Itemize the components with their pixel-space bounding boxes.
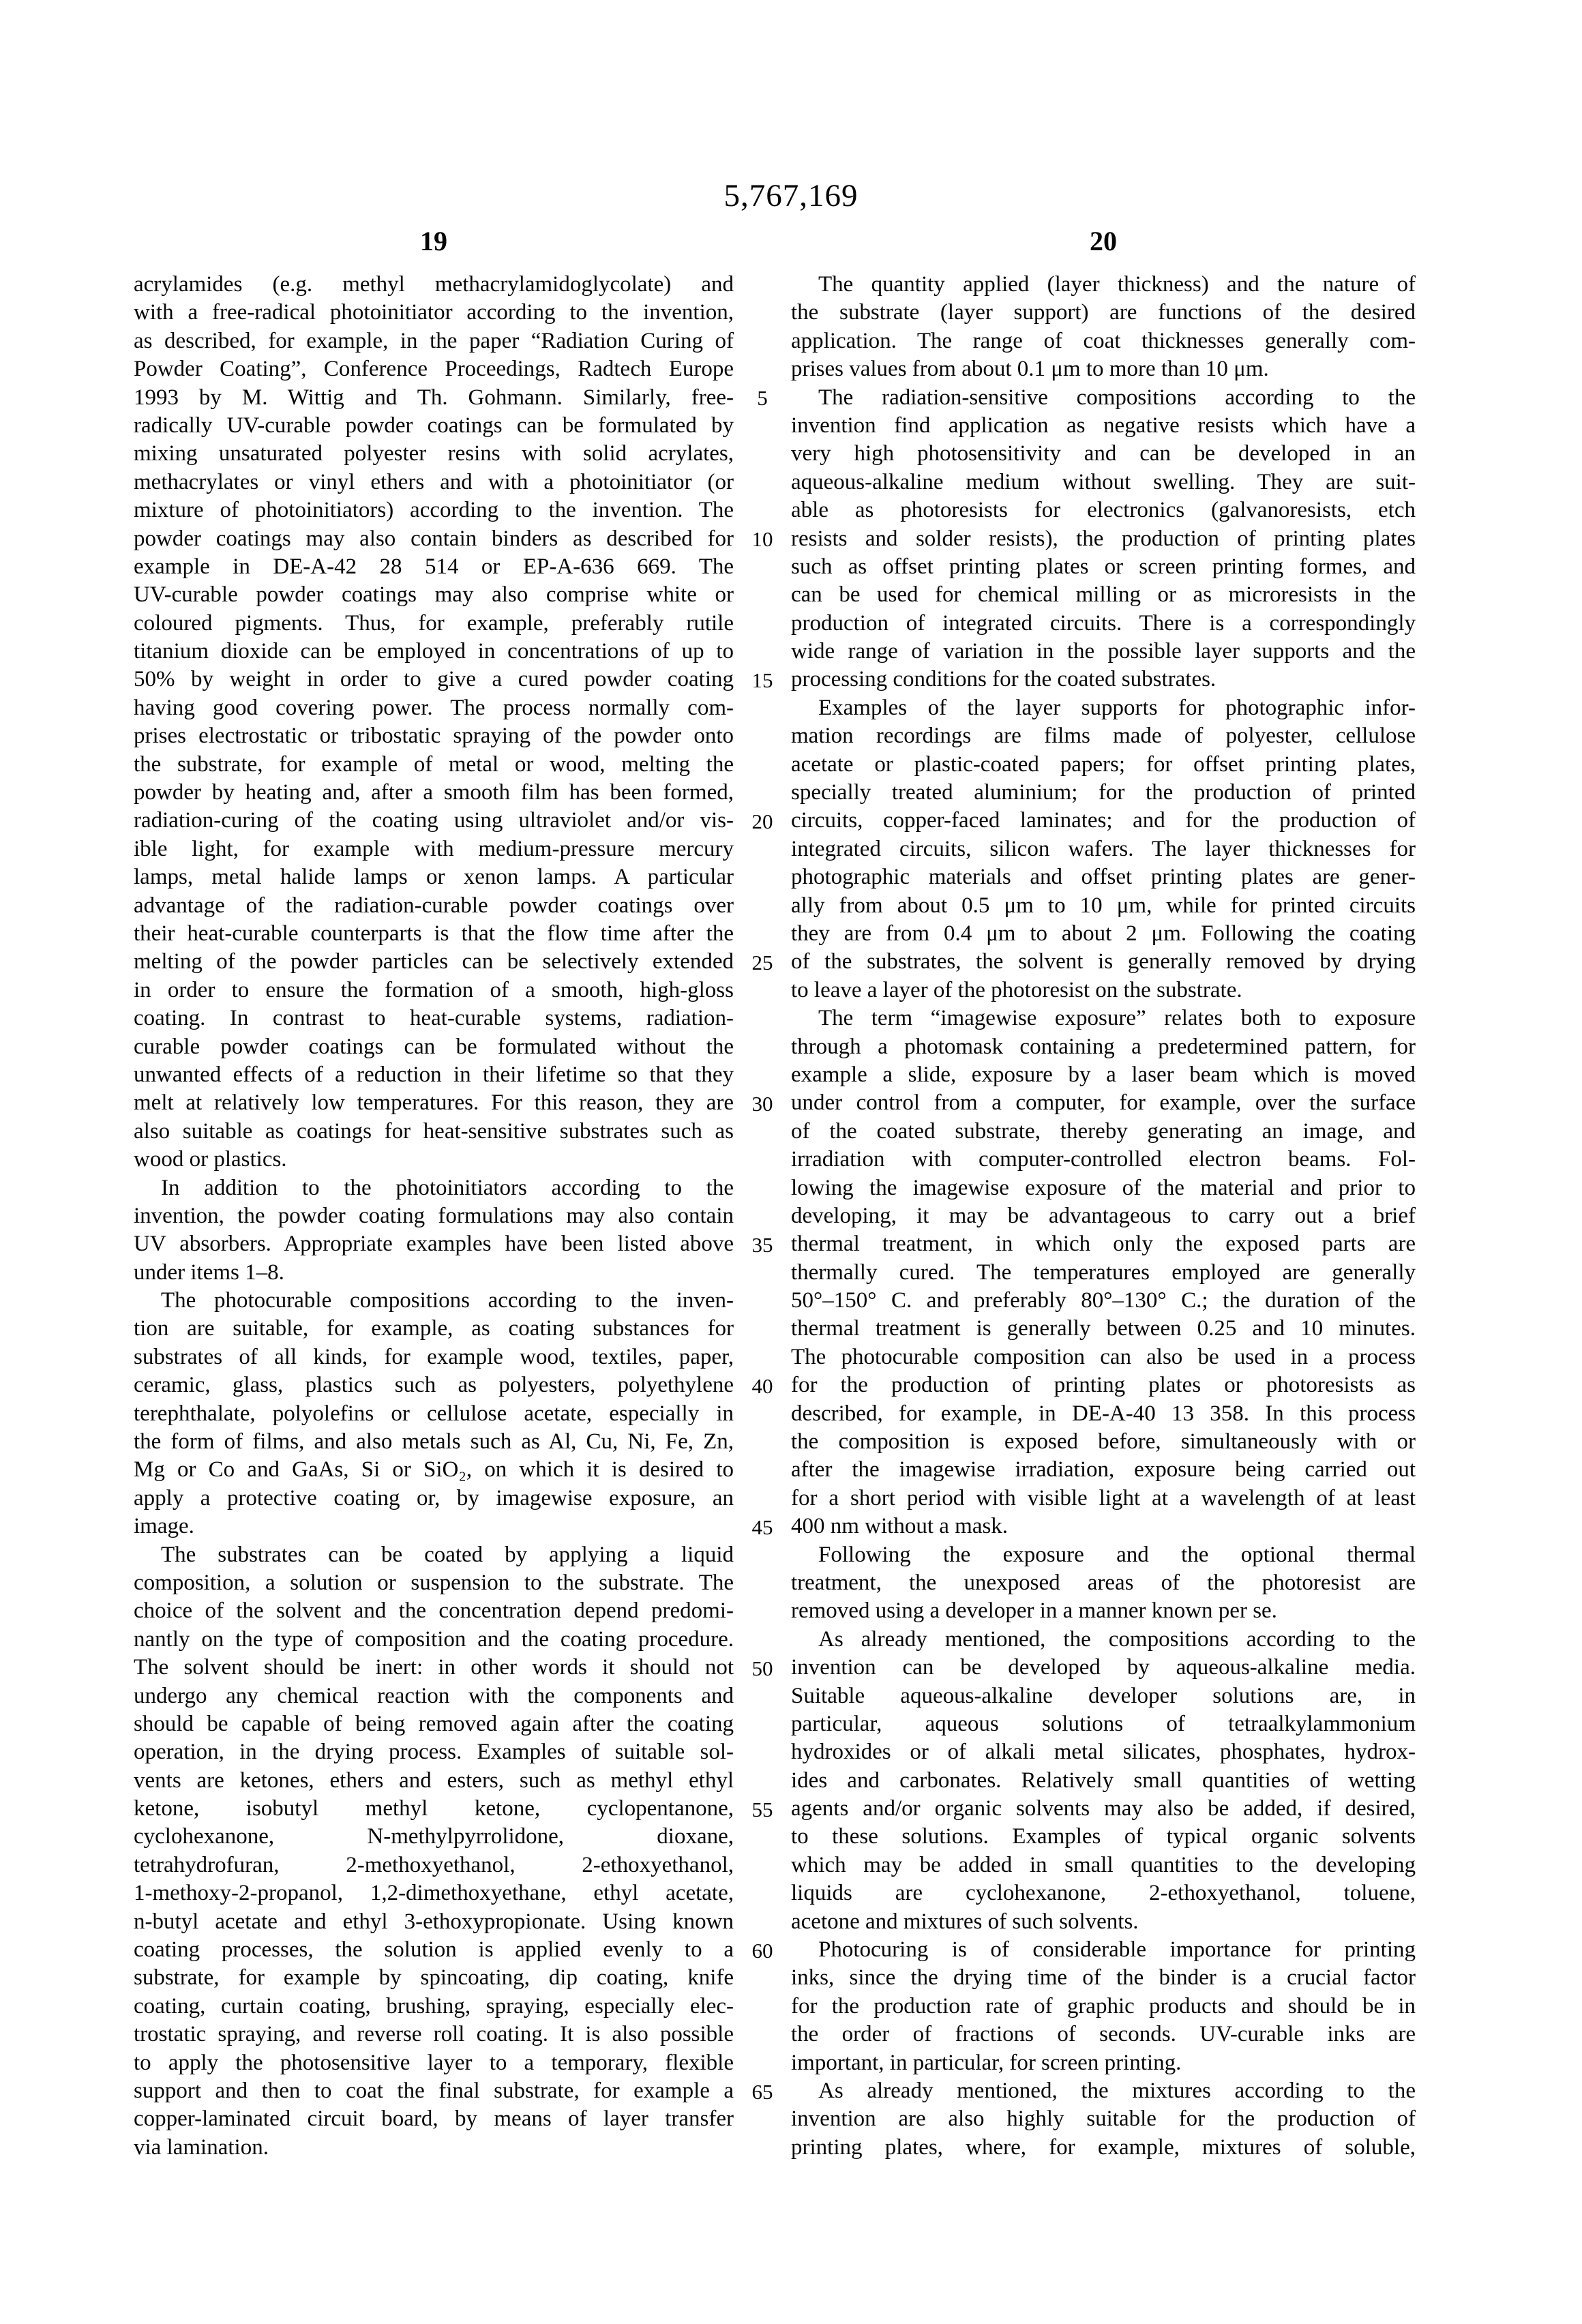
text-line: titanium dioxide can be employed in concentrations of up to [134, 639, 734, 664]
paragraph [134, 271, 734, 1174]
column-19-header: 19 [420, 226, 447, 256]
text-line: example a slide, exposure by a laser beam which is moved [791, 1062, 1416, 1087]
paragraph [791, 271, 1416, 384]
text-line: 50°–150° C. and preferably 80°–130° C.; the duration of the [791, 1288, 1416, 1313]
text-line: 50% by weight in order to give a cured powder coating [134, 667, 734, 692]
text-line: Photocuring is of considerable importance for printing [818, 1937, 1416, 1963]
text-line: the order of fractions of seconds. UV-curable inks are [791, 2022, 1416, 2047]
text-line: 400 nm without a mask. [791, 1514, 1009, 1539]
text-line: thermal treatment, in which only the exposed parts are [791, 1232, 1416, 1257]
text-line: operation, in the drying process. Examples of suitable sol- [134, 1740, 734, 1765]
line-number: 40 [751, 1373, 773, 1398]
text-line: lowing the imagewise exposure of the material and prior to [791, 1175, 1416, 1200]
text-line: to apply the photosensitive layer to a temporary, flexible [134, 2050, 734, 2075]
text-line: ketone, isobutyl methyl ketone, cyclopentanone, [134, 1796, 734, 1821]
text-line: acetate or plastic-coated papers; for offset printing plates, [791, 751, 1416, 777]
text-line: particular, aqueous solutions of tetraalkylammonium [791, 1711, 1416, 1736]
text-line: very high photosensitivity and can be developed in an [791, 441, 1416, 466]
text-line: Following the exposure and the optional thermal [818, 1542, 1416, 1567]
line-number: 10 [751, 526, 773, 551]
text-line: which may be added in small quantities to the developing [791, 1852, 1416, 1877]
line-number: 55 [751, 1797, 773, 1821]
text-line: undergo any chemical reaction with the components and [134, 1683, 734, 1708]
text-line: via lamination. [134, 2134, 269, 2160]
text-line: after the imagewise irradiation, exposure being carried out [791, 1457, 1416, 1483]
column-19-text [134, 271, 734, 2162]
text-line: lamps, metal halide lamps or xenon lamps. A particular [134, 865, 734, 890]
text-line: curable powder coatings can be formulated without the [134, 1034, 734, 1059]
text-line: ible light, for example with medium-pressure mercury [134, 836, 734, 861]
text-line: invention find application as negative resists which have a [791, 413, 1416, 438]
column-20-text [791, 271, 1416, 2162]
text-line: as described, for example, in the paper “Radiation Curing of [134, 328, 734, 353]
line-number: 35 [751, 1232, 773, 1257]
column-headers [134, 225, 1416, 257]
text-line: Examples of the layer supports for photographic infor- [818, 695, 1416, 720]
paragraph [791, 1541, 1416, 1626]
line-number: 15 [751, 668, 773, 692]
text-line: printing plates, where, for example, mixtures of soluble, [791, 2134, 1416, 2160]
text-line: UV absorbers. Appropriate examples have been listed above [134, 1232, 734, 1257]
text-line: photographic materials and offset printing plates are gener- [791, 865, 1416, 890]
text-line: powder coatings may also contain binders as described for [134, 526, 734, 551]
text-line: their heat-curable counterparts is that the flow time after the [134, 921, 734, 946]
text-line: acrylamides (e.g. methyl methacrylamidoglycolate) and [134, 272, 734, 297]
text-line: n-butyl acetate and ethyl 3-ethoxypropionate. Using known [134, 1909, 734, 1934]
text-line: cyclohexanone, N-methylpyrrolidone, dioxane, [134, 1824, 734, 1849]
text-line: terephthalate, polyolefins or cellulose acetate, especially in [134, 1401, 734, 1426]
text-line: can be used for chemical milling or as microresists in the [791, 582, 1416, 608]
text-line: also suitable as coatings for heat-sensitive substrates such as [134, 1118, 734, 1144]
paragraph [791, 384, 1416, 694]
paragraph [791, 1936, 1416, 2077]
text-line: with a free-radical photoinitiator according to the invention, [134, 300, 734, 325]
text-line: coating processes, the solution is applied evenly to a [134, 1937, 734, 1963]
text-line: tion are suitable, for example, as coating substances for [134, 1316, 734, 1341]
text-line: of the substrates, the solvent is generally removed by drying [791, 949, 1416, 974]
patent-number: 5,767,169 [723, 178, 859, 213]
paragraph [134, 1287, 734, 1541]
text-line: powder by heating and, after a smooth film has been formed, [134, 780, 734, 805]
text-line: mixture of photoinitiators) according to the invention. The [134, 498, 734, 523]
line-number: 60 [751, 1938, 773, 1963]
text-line: The substrates can be coated by applying a liquid [161, 1542, 734, 1567]
text-line: integrated circuits, silicon wafers. The layer thicknesses for [791, 836, 1416, 861]
text-line: radiation-curing of the coating using ultraviolet and/or vis- [134, 808, 734, 833]
text-line: methacrylates or vinyl ethers and with a photoinitiator (or [134, 469, 734, 494]
text-line: The quantity applied (layer thickness) and the nature of [818, 272, 1416, 297]
text-line: they are from 0.4 μm to about 2 μm. Following the coating [791, 921, 1416, 946]
paragraph [134, 1174, 734, 1287]
text-line: thermally cured. The temperatures employed are generally [791, 1260, 1416, 1285]
line-number: 5 [757, 385, 768, 410]
text-line: composition, a solution or suspension to the substrate. The [134, 1570, 734, 1595]
text-line: of the coated substrate, thereby generating an image, and [791, 1118, 1416, 1144]
text-line: unwanted effects of a reduction in their lifetime so that they [134, 1062, 734, 1087]
text-line: advantage of the radiation-curable powder coatings over [134, 893, 734, 918]
text-line: the substrate (layer support) are functions of the desired [791, 300, 1416, 325]
text-line: specially treated aluminium; for the production of printed [791, 780, 1416, 805]
paragraph [791, 1004, 1416, 1540]
text-line: The photocurable composition can also be used in a process [791, 1344, 1416, 1369]
text-line: treatment, the unexposed areas of the photoresist are [791, 1570, 1416, 1595]
text-line: processing conditions for the coated substrates. [791, 667, 1217, 692]
text-line: agents and/or organic solvents may also be added, if desired, [791, 1796, 1416, 1821]
text-line: Suitable aqueous-alkaline developer solutions are, in [791, 1683, 1416, 1708]
text-line: for a short period with visible light at a wavelength of at least [791, 1485, 1416, 1510]
line-number: 65 [751, 2079, 773, 2104]
text-line: image. [134, 1514, 194, 1539]
text-line: 1-methoxy-2-propanol, 1,2-dimethoxyethane, ethyl acetate, [134, 1881, 734, 1906]
text-line: prises electrostatic or tribostatic spraying of the powder onto [134, 724, 734, 749]
line-number: 25 [751, 950, 773, 974]
text-line: ceramic, glass, plastics such as polyesters, polyethylene [134, 1373, 734, 1398]
text-line: substrate, for example by spincoating, dip coating, knife [134, 1965, 734, 1991]
text-line: As already mentioned, the mixtures according to the [818, 2079, 1416, 2103]
text-line: having good covering power. The process normally com- [134, 695, 734, 720]
text-line: invention, the powder coating formulations may also contain [134, 1203, 734, 1228]
text-line: through a photomask containing a predetermined pattern, for [791, 1034, 1416, 1059]
text-line: under control from a computer, for example, over the surface [791, 1090, 1416, 1116]
text-line: hydroxides or of alkali metal silicates, phosphates, hydrox- [791, 1740, 1416, 1765]
text-line: wide range of variation in the possible layer supports and the [791, 639, 1416, 664]
text-line: wood or plastics. [134, 1147, 287, 1172]
text-line: for the production rate of graphic products and should be in [791, 1993, 1416, 2018]
text-line: production of integrated circuits. There is a correspondingly [791, 610, 1416, 636]
page-body [134, 271, 1416, 2162]
text-line: mixing unsaturated polyester resins with solid acrylates, [134, 441, 734, 466]
line-number: 45 [751, 1515, 773, 1539]
paragraph [791, 1626, 1416, 1936]
text-line: choice of the solvent and the concentration depend predomi- [134, 1598, 734, 1624]
text-line: important, in particular, for screen printing. [791, 2050, 1182, 2075]
column-20-header: 20 [1090, 226, 1117, 256]
text-line: described, for example, in DE-A-40 13 358. In this process [791, 1401, 1416, 1426]
text-line: under items 1–8. [134, 1260, 284, 1285]
text-line: application. The range of coat thicknesses generally com- [791, 328, 1416, 353]
text-line: vents are ketones, ethers and esters, such as methyl ethyl [134, 1768, 734, 1793]
text-line: support and then to coat the final substrate, for example a [134, 2079, 734, 2103]
paragraph [134, 1541, 734, 2162]
text-line: circuits, copper-faced laminates; and for the production of [791, 808, 1416, 833]
text-line: Mg or Co and GaAs, Si or SiO₂, on which it is desired to [134, 1457, 734, 1483]
text-line: aqueous-alkaline medium without swelling. They are suit- [791, 469, 1416, 494]
text-line: to these solutions. Examples of typical organic solvents [791, 1824, 1416, 1849]
text-line: coating. In contrast to heat-curable systems, radiation- [134, 1006, 734, 1031]
text-line: thermal treatment is generally between 0.25 and 10 minutes. [791, 1316, 1416, 1341]
text-line: developing, it may be advantageous to carry out a brief [791, 1203, 1416, 1228]
text-line: inks, since the drying time of the binder is a crucial factor [791, 1965, 1416, 1991]
text-line: radically UV-curable powder coatings can be formulated by [134, 413, 734, 438]
text-line: The solvent should be inert: in other words it should not [134, 1655, 734, 1680]
text-line: in order to ensure the formation of a smooth, high-gloss [134, 977, 734, 1002]
text-line: copper-laminated circuit board, by means of layer transfer [134, 2106, 734, 2132]
text-line: for the production of printing plates or photoresists as [791, 1373, 1416, 1398]
text-line: to leave a layer of the photoresist on the substrate. [791, 977, 1242, 1002]
text-line: trostatic spraying, and reverse roll coating. It is also possible [134, 2022, 734, 2047]
text-line: nantly on the type of composition and the coating procedure. [134, 1626, 734, 1652]
paragraph [791, 2077, 1416, 2162]
text-line: The term “imagewise exposure” relates both to exposure [818, 1006, 1416, 1031]
text-line: UV-curable powder coatings may also comprise white or [134, 582, 734, 608]
line-number: 50 [751, 1656, 773, 1680]
text-line: coloured pigments. Thus, for example, preferably rutile [134, 610, 734, 636]
line-number-gutter [734, 271, 791, 2162]
text-line: such as offset printing plates or screen printing formes, and [791, 554, 1416, 579]
text-line: prises values from about 0.1 μm to more than 10 μm. [791, 357, 1269, 382]
text-line: apply a protective coating or, by imagewise exposure, an [134, 1485, 734, 1510]
text-line: tetrahydrofuran, 2-methoxyethanol, 2-ethoxyethanol, [134, 1852, 734, 1877]
line-number: 20 [751, 809, 773, 833]
text-line: melting of the powder particles can be selectively extended [134, 949, 734, 974]
text-line: resists and solder resists), the production of printing plates [791, 526, 1416, 551]
text-line: invention can be developed by aqueous-alkaline media. [791, 1655, 1416, 1680]
text-line: substrates of all kinds, for example wood, textiles, paper, [134, 1344, 734, 1369]
text-line: The radiation-sensitive compositions according to the [818, 385, 1416, 410]
text-line: ides and carbonates. Relatively small quantities of wetting [791, 1768, 1416, 1793]
text-line: Powder Coating”, Conference Proceedings, Radtech Europe [134, 357, 734, 382]
text-line: removed using a developer in a manner known per se. [791, 1598, 1277, 1624]
text-line: mation recordings are films made of polyester, cellulose [791, 724, 1416, 749]
text-line: liquids are cyclohexanone, 2-ethoxyethanol, toluene, [791, 1881, 1416, 1906]
text-line: example in DE-A-42 28 514 or EP-A-636 669. The [134, 554, 734, 579]
text-line: able as photoresists for electronics (galvanoresists, etch [791, 498, 1416, 523]
paragraph [791, 694, 1416, 1004]
text-line: melt at relatively low temperatures. For this reason, they are [134, 1090, 734, 1116]
text-line: In addition to the photoinitiators according to the [161, 1175, 734, 1200]
text-line: the composition is exposed before, simultaneously with or [791, 1429, 1416, 1455]
text-line: should be capable of being removed again after the coating [134, 1711, 734, 1736]
text-line: 1993 by M. Wittig and Th. Gohmann. Similarly, free- [134, 385, 734, 410]
text-line: ally from about 0.5 μm to 10 μm, while for printed circuits [791, 893, 1416, 918]
text-line: acetone and mixtures of such solvents. [791, 1909, 1139, 1934]
text-line: invention are also highly suitable for the production of [791, 2106, 1416, 2132]
text-line: As already mentioned, the compositions according to the [818, 1626, 1416, 1652]
text-line: The photocurable compositions according to the inven- [161, 1288, 734, 1313]
header-gutter-spacer [734, 225, 791, 257]
line-number: 30 [751, 1091, 773, 1116]
text-line: the form of films, and also metals such as Al, Cu, Ni, Fe, Zn, [134, 1429, 734, 1455]
text-line: irradiation with computer-controlled electron beams. Fol- [791, 1147, 1416, 1172]
text-line: coating, curtain coating, brushing, spraying, especially elec- [134, 1993, 734, 2018]
text-line: the substrate, for example of metal or wood, melting the [134, 751, 734, 777]
